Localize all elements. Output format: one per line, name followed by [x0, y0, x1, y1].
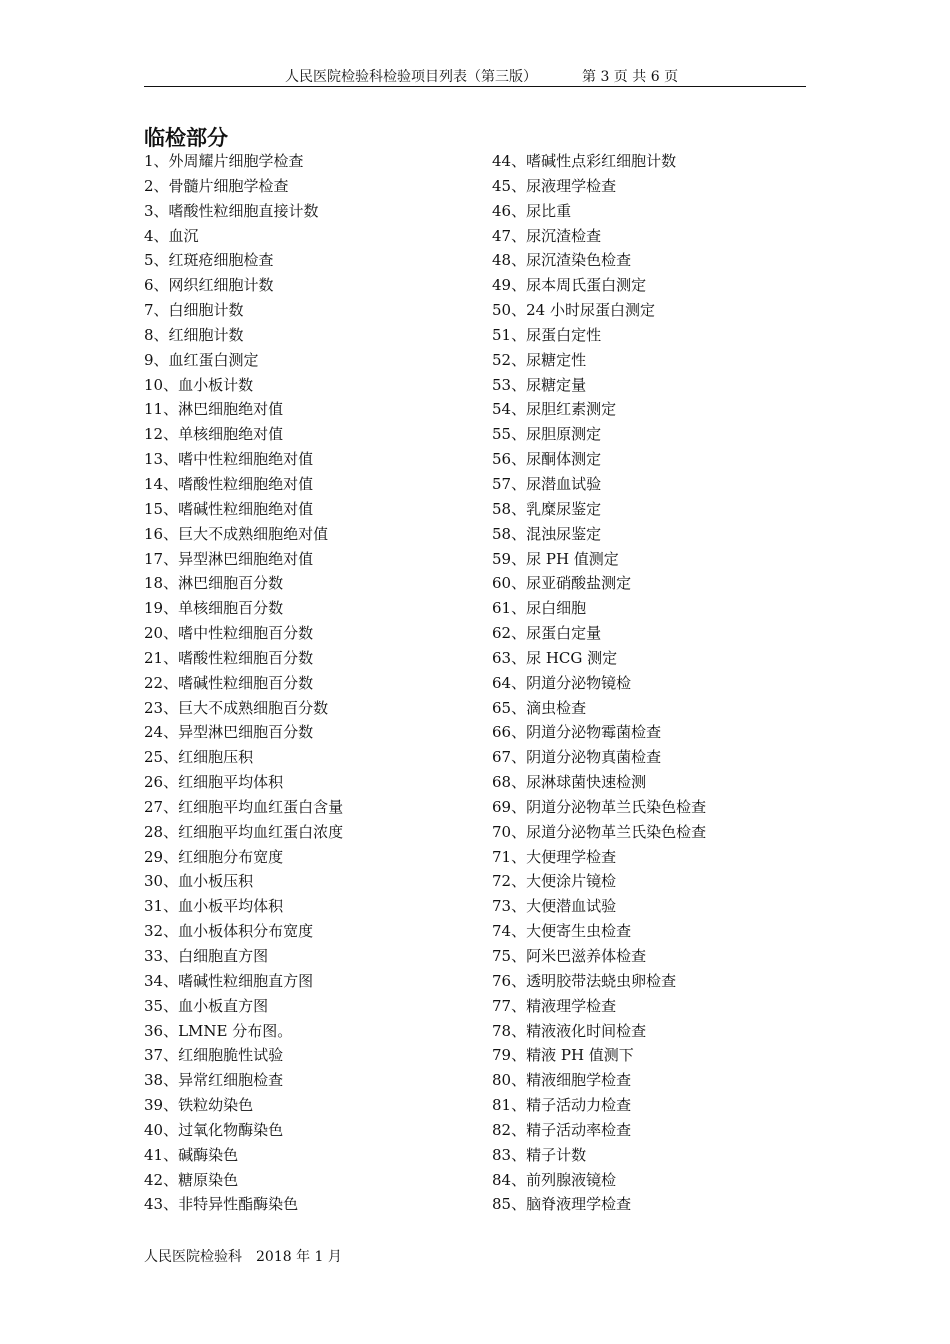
list-item: 40、过氧化物酶染色 — [144, 1120, 284, 1139]
list-item: 39、铁粒幼染色 — [144, 1096, 254, 1115]
list-item: 18、淋巴细胞百分数 — [144, 574, 284, 593]
list-item: 17、异型淋巴细胞绝对值 — [144, 549, 314, 568]
list-item: 67、阴道分泌物真菌检查 — [492, 748, 662, 767]
list-item: 28、红细胞平均血红蛋白浓度 — [144, 822, 344, 841]
list-item: 82、精子活动率检查 — [492, 1120, 632, 1139]
document-title: 人民医院检验科检验项目列表（第三版） — [285, 69, 537, 85]
list-item: 7、白细胞计数 — [144, 301, 244, 320]
list-item: 46、尿比重 — [492, 201, 572, 220]
list-item: 68、尿淋球菌快速检测 — [492, 773, 647, 792]
list-item: 15、嗜碱性粒细胞绝对值 — [144, 499, 314, 518]
list-item: 12、单核细胞绝对值 — [144, 425, 284, 444]
list-item: 74、大便寄生虫检查 — [492, 922, 632, 941]
list-item: 16、巨大不成熟细胞绝对值 — [144, 524, 329, 543]
list-item: 47、尿沉渣检查 — [492, 226, 602, 245]
list-item: 71、大便理学检查 — [492, 847, 617, 866]
list-item: 59、尿 PH 值测定 — [492, 549, 619, 568]
list-item: 84、前列腺液镜检 — [492, 1170, 617, 1189]
list-item: 27、红细胞平均血红蛋白含量 — [144, 797, 344, 816]
list-item: 34、嗜碱性粒细胞直方图 — [144, 971, 314, 990]
page-number: 第 3 页 共 6 页 — [582, 69, 679, 85]
list-item: 58、混浊尿鉴定 — [492, 524, 602, 543]
list-item: 78、精液液化时间检查 — [492, 1021, 647, 1040]
section-title: 临检部分 — [144, 126, 228, 150]
list-item: 69、阴道分泌物革兰氏染色检查 — [492, 797, 707, 816]
list-item: 64、阴道分泌物镜检 — [492, 673, 632, 692]
list-item: 53、尿糖定量 — [492, 375, 587, 394]
list-item: 2、骨髓片细胞学检查 — [144, 176, 289, 195]
list-item: 42、糖原染色 — [144, 1170, 239, 1189]
list-item: 11、淋巴细胞绝对值 — [144, 400, 284, 419]
page-header — [144, 64, 806, 87]
list-item: 79、精液 PH 值测下 — [492, 1046, 634, 1065]
list-item: 57、尿潜血试验 — [492, 474, 602, 493]
list-item: 50、24 小时尿蛋白测定 — [492, 301, 655, 320]
list-item: 77、精液理学检查 — [492, 996, 617, 1015]
page-footer: 人民医院检验科 2018 年 1 月 — [144, 1249, 342, 1265]
list-item: 81、精子活动力检查 — [492, 1096, 632, 1115]
list-item: 4、血沉 — [144, 226, 199, 245]
list-item: 20、嗜中性粒细胞百分数 — [144, 624, 314, 643]
list-item: 58、乳糜尿鉴定 — [492, 499, 602, 518]
list-item: 66、阴道分泌物霉菌检查 — [492, 723, 662, 742]
list-item: 31、血小板平均体积 — [144, 897, 284, 916]
list-item: 21、嗜酸性粒细胞百分数 — [144, 648, 314, 667]
left-item-list — [144, 149, 343, 1217]
list-item: 72、大便涂片镜检 — [492, 872, 617, 891]
list-item: 63、尿 HCG 测定 — [492, 648, 618, 667]
list-item: 22、嗜碱性粒细胞百分数 — [144, 673, 314, 692]
list-item: 6、网织红细胞计数 — [144, 276, 274, 295]
list-item: 26、红细胞平均体积 — [144, 773, 284, 792]
list-item: 76、透明胶带法蛲虫卵检查 — [492, 971, 677, 990]
list-item: 56、尿酮体测定 — [492, 450, 602, 469]
list-item: 45、尿液理学检查 — [492, 176, 617, 195]
list-item: 3、嗜酸性粒细胞直接计数 — [144, 201, 319, 220]
list-item: 65、滴虫检查 — [492, 698, 587, 717]
list-item: 52、尿糖定性 — [492, 350, 587, 369]
list-item: 19、单核细胞百分数 — [144, 599, 284, 618]
list-item: 75、阿米巴滋养体检查 — [492, 947, 647, 965]
list-item: 41、碱酶染色 — [144, 1145, 239, 1164]
list-item: 51、尿蛋白定性 — [492, 325, 602, 344]
list-item: 54、尿胆红素测定 — [492, 400, 617, 419]
list-item: 61、尿白细胞 — [492, 599, 587, 618]
list-item: 37、红细胞脆性试验 — [144, 1046, 284, 1065]
list-item: 5、红斑疮细胞检查 — [144, 251, 274, 270]
list-item: 35、血小板直方图 — [144, 996, 269, 1015]
list-item: 85、脑脊液理学检查 — [492, 1195, 632, 1214]
list-item: 30、血小板压积 — [144, 872, 254, 891]
list-item: 70、尿道分泌物革兰氏染色检查 — [492, 822, 707, 841]
list-item: 36、LMNE 分布图。 — [144, 1021, 293, 1040]
list-item: 62、尿蛋白定量 — [492, 624, 602, 643]
list-item: 32、血小板体积分布宽度 — [144, 922, 314, 941]
list-item: 33、白细胞直方图 — [144, 947, 269, 965]
list-item: 25、红细胞压积 — [144, 748, 254, 767]
list-item: 80、精液细胞学检查 — [492, 1071, 632, 1090]
list-item: 10、血小板计数 — [144, 375, 254, 394]
list-item: 38、异常红细胞检查 — [144, 1071, 284, 1090]
list-item: 13、嗜中性粒细胞绝对值 — [144, 450, 314, 469]
list-item: 73、大便潜血试验 — [492, 897, 617, 916]
right-item-list — [492, 149, 706, 1217]
list-item: 44、嗜碱性点彩红细胞计数 — [492, 152, 677, 170]
list-item: 14、嗜酸性粒细胞绝对值 — [144, 474, 314, 493]
list-item: 23、巨大不成熟细胞百分数 — [144, 698, 329, 717]
list-item: 49、尿本周氏蛋白测定 — [492, 276, 647, 295]
list-item: 83、精子计数 — [492, 1145, 587, 1164]
list-item: 43、非特异性酯酶染色 — [144, 1195, 299, 1214]
list-item: 8、红细胞计数 — [144, 325, 244, 344]
list-item: 60、尿亚硝酸盐测定 — [492, 574, 632, 593]
list-item: 29、红细胞分布宽度 — [144, 847, 284, 866]
list-item: 48、尿沉渣染色检查 — [492, 251, 632, 270]
list-item: 55、尿胆原测定 — [492, 425, 602, 444]
list-item: 9、血红蛋白测定 — [144, 350, 259, 369]
list-item: 1、外周耀片细胞学检查 — [144, 152, 304, 170]
list-item: 24、异型淋巴细胞百分数 — [144, 723, 314, 742]
